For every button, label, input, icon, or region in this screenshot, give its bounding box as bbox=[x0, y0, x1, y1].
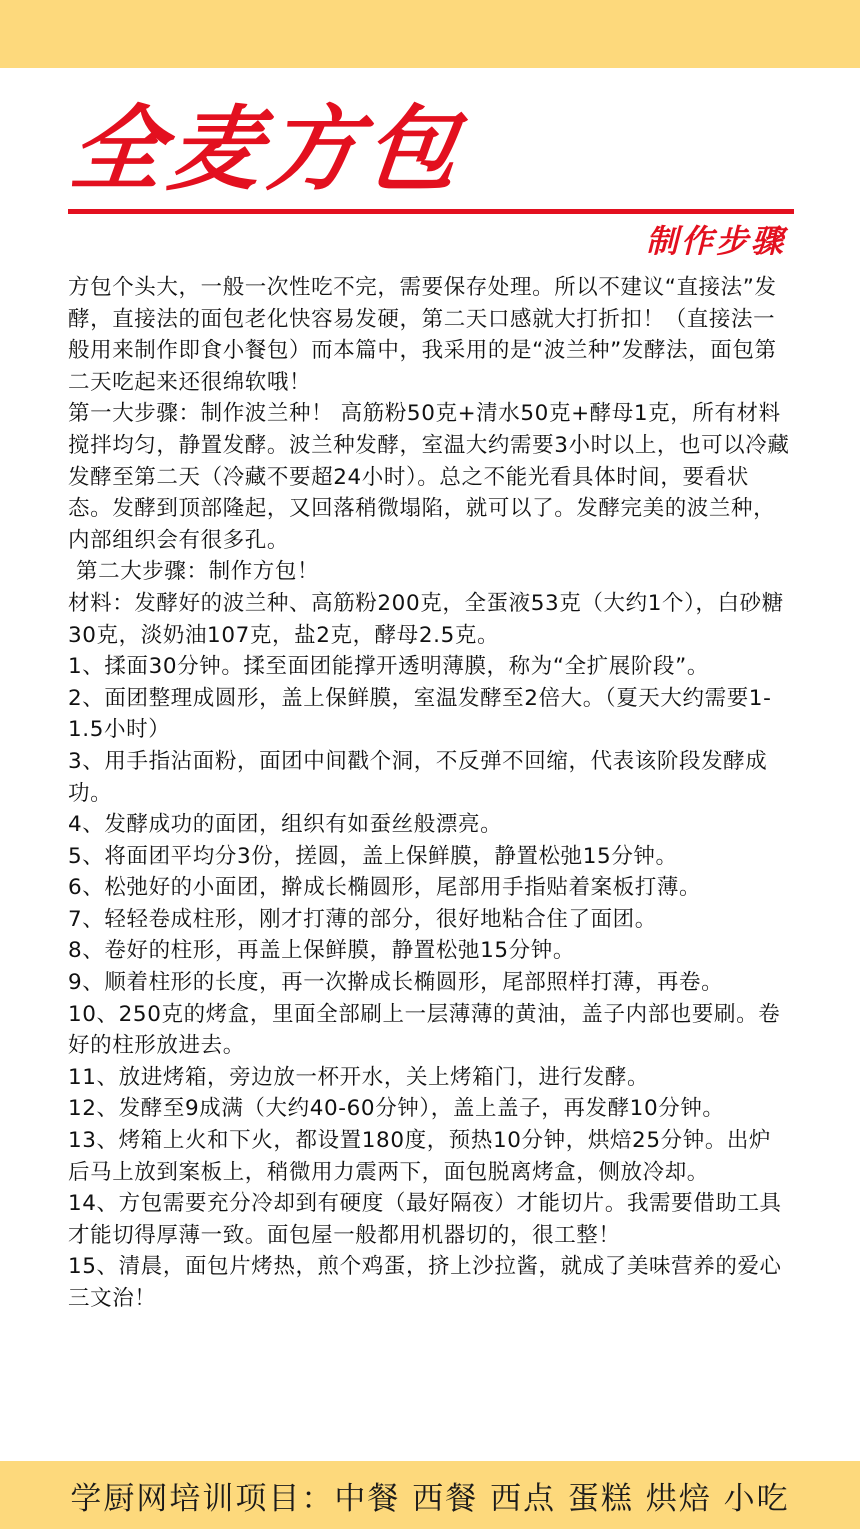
step-item: 4、发酵成功的面团，组织有如蚕丝般漂亮。 bbox=[68, 812, 503, 838]
step-item: 10、250克的烤盒，里面全部刷上一层薄薄的黄油，盖子内部也要刷。卷好的柱形放进去。 bbox=[68, 1001, 781, 1059]
step-item: 6、松弛好的小面团，擀成长椭圆形，尾部用手指贴着案板打薄。 bbox=[68, 875, 702, 901]
step-item: 15、清晨，面包片烤热，煎个鸡蛋，挤上沙拉酱，就成了美味营养的爱心三文治！ bbox=[68, 1254, 782, 1311]
step-item: 14、方包需要充分冷却到有硬度（最好隔夜）才能切片。我需要借助工具才能切得厚薄一致。面包屋一般都用机器切的，很工整！ bbox=[68, 1191, 782, 1248]
step-item: 3、用手指沾面粉，面团中间戳个洞，不反弹不回缩，代表该阶段发酵成功。 bbox=[68, 748, 768, 806]
step-item: 8、卷好的柱形，再盖上保鲜膜，静置松弛15分钟。 bbox=[68, 938, 575, 964]
materials-paragraph: 材料：发酵好的波兰种、高筋粉200克，全蛋液53克（大约1个），白砂糖30克，淡奶油107克，盐2克，酵母2.5克。 bbox=[68, 590, 784, 648]
page-subtitle: 制作步骤 bbox=[645, 222, 786, 260]
page-title: 全麦方包 bbox=[65, 96, 469, 203]
step-item: 13、烤箱上火和下火，都设置180度，预热10分钟，烘焙25分钟。出炉后马上放到案板上，稍微用力震两下，面包脱离烤盒，侧放冷却。 bbox=[68, 1128, 772, 1185]
intro-paragraph: 方包个头大，一般一次性吃不完，需要保存处理。所以不建议“直接法”发酵，直接法的面包老化快容易发硬，第二天口感就大打折扣！（直接法一般用来制作即食小餐包）而本篇中，我采用的是“波兰种”发酵法，面包第二天吃起来还很绵软哦！ bbox=[68, 275, 777, 395]
top-color-band bbox=[0, 0, 860, 68]
step-item: 11、放进烤箱，旁边放一杯开水，关上烤箱门，进行发酵。 bbox=[68, 1064, 650, 1090]
step-item: 9、顺着柱形的长度，再一次擀成长椭圆形，尾部照样打薄，再卷。 bbox=[68, 970, 724, 996]
title-divider bbox=[68, 209, 794, 214]
step1-paragraph: 第一大步骤：制作波兰种！ 高筋粉50克+清水50克+酵母1克，所有材料搅拌均匀，静置发酵。波兰种发酵，室温大约需要3小时以上，也可以冷藏发酵至第二天（冷藏不要超24小时）。总之不能光看具体时间，要看状态。发酵到顶部隆起，又回落稍微塌陷，就可以了。发酵完美的波兰种，内部组织会有很多孔。 bbox=[68, 401, 790, 553]
step-item: 1、揉面30分钟。揉至面团能撑开透明薄膜，称为“全扩展阶段”。 bbox=[68, 654, 709, 680]
article-body bbox=[68, 272, 792, 1315]
step-item: 2、面团整理成圆形，盖上保鲜膜，室温发酵至2倍大。（夏天大约需要1-1.5小时） bbox=[68, 685, 772, 743]
step2-heading: 第二大步骤：制作方包！ bbox=[76, 559, 320, 585]
step-item: 5、将面团平均分3份，搓圆，盖上保鲜膜，静置松弛15分钟。 bbox=[68, 843, 678, 869]
footer-training-text: 学厨网培训项目：中餐 西餐 西点 蛋糕 烘焙 小吃 bbox=[70, 1480, 790, 1517]
step-item: 12、发酵至9成满（大约40-60分钟），盖上盖子，再发酵10分钟。 bbox=[68, 1096, 725, 1122]
step-item: 7、轻轻卷成柱形，刚才打薄的部分，很好地粘合住了面团。 bbox=[68, 906, 657, 932]
footer-band bbox=[0, 1461, 860, 1529]
